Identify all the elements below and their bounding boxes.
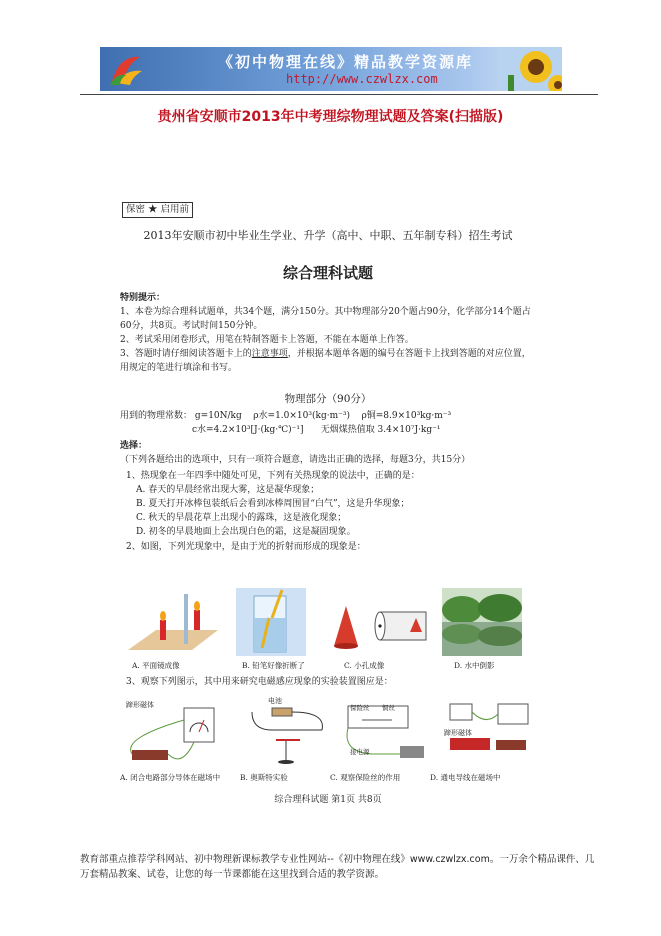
q1-option-c: C. 秋天的早晨花草上出现小的露珠，这是液化现象； [136,513,347,523]
water-reflection-figure [442,588,522,656]
exam-heading: 2013年安顺市初中毕业生学业、升学（高中、中职、五年制专科）招生考试 [143,229,513,242]
question-2: 2、如图，下列光现象中，是由于光的折射而形成的现象是： [126,542,366,552]
question-3: 3、观察下列图示，其中用来研究电磁感应现象的实验装置图应是： [126,677,393,687]
choice-note: （下列各题给出的选项中，只有一项符合题意，请选出正确的选择，每题3分，共15分） [120,455,471,465]
header-divider [80,94,598,95]
choice-heading: 选择： [120,441,148,451]
q2-option-b: B. 铅笔好像折断了 [242,661,305,670]
scanned-exam-page [118,196,538,816]
notice-3: 3、答题时请仔细阅读答题卡上的注意事项，并根据本题单各题的编号在答题卡上找到答题的对应位置，用规定的笔进行填涂和书写。 [120,349,531,373]
physics-part-heading: 物理部分（90分） [284,393,372,405]
constants-line-2: c水=4.2×10³[J·(kg·℃)⁻¹] 无烟煤热值取 3.4×10⁷J·kg⁻¹ [192,425,441,435]
document-title: 贵州省安顺市2013年中考理综物理试题及答案(扫描版) [157,109,504,125]
q2-option-c: C. 小孔成像 [344,661,385,670]
banner-url[interactable]: http://www.czwlzx.com [286,72,438,86]
constants-line-1: 用到的物理常数： g=10N/kg ρ水=1.0×10³(kg·m⁻³) ρ铜=8.9×10³kg·m⁻³ [120,411,452,421]
q3-option-c: C. 观察保险丝的作用 [330,773,401,782]
figure-label-magnet-1: 蹄形磁体 [126,701,154,709]
pencil-in-water-figure [236,588,306,656]
q1-option-b: B. 夏天打开冰棒包装纸后会看到冰棒周围冒“白气”，这是升华现象； [136,499,410,509]
figure-label-battery: 电池 [268,697,282,705]
banner-title: 《初中物理在线》精品教学资源库 [218,53,474,71]
secret-tag: 保密 ★ 启用前 [122,202,193,218]
figure-label-wire: 铜丝 [382,704,395,712]
q1-option-d: D. 初冬的早晨地面上会出现白色的霜，这是凝固现象。 [136,527,356,537]
figure-label-fuse: 保险丝 [350,704,370,712]
site-logo-icon [106,51,146,87]
site-footer-note: 教育部重点推荐学科网站、初中物理新课标教学专业性网站--《初中物理在线》www.czwlzx.com。一万余个精品课件、几万套精品教案、试卷，让您的每一节课都能在这里找到合适的教学资源。 [80,854,595,880]
q2-option-d: D. 水中倒影 [454,661,495,670]
figure-label-power: 接电源 [350,748,370,756]
q3-option-a: A. 闭合电路部分导体在磁场中 [120,773,221,782]
paper-title: 综合理科试题 [282,264,373,282]
question-1: 1、热现象在一年四季中随处可见，下列有关热现象的说法中，正确的是： [126,471,420,481]
q1-option-a: A. 春天的早晨经常出现大雾，这是凝华现象； [136,485,320,495]
figure-label-magnet-2: 蹄形磁体 [444,729,472,737]
oersted-experiment-figure [242,700,332,766]
q2-option-a: A. 平面镜成像 [132,661,180,670]
pinhole-camera-figure [324,600,432,650]
notice-2: 2、考试采用闭卷形式，用笔在特制答题卡上答题，不能在本题单上作答。 [120,335,414,345]
q3-option-d: D. 通电导线在磁场中 [430,773,501,782]
mirror-candle-figure [124,590,220,656]
sunflower-icon [498,47,562,91]
page-footer: 综合理科试题 第1页 共8页 [274,795,382,805]
site-banner [100,47,562,91]
notice-heading: 特别提示： [120,293,166,303]
q3-option-b: B. 奥斯特实验 [240,773,288,782]
notice-1: 1、本卷为综合理科试题单，共34个题，满分150分。其中物理部分20个题占90分，化学部分14个题占60分，共8页。考试时间150分钟。 [120,307,531,331]
